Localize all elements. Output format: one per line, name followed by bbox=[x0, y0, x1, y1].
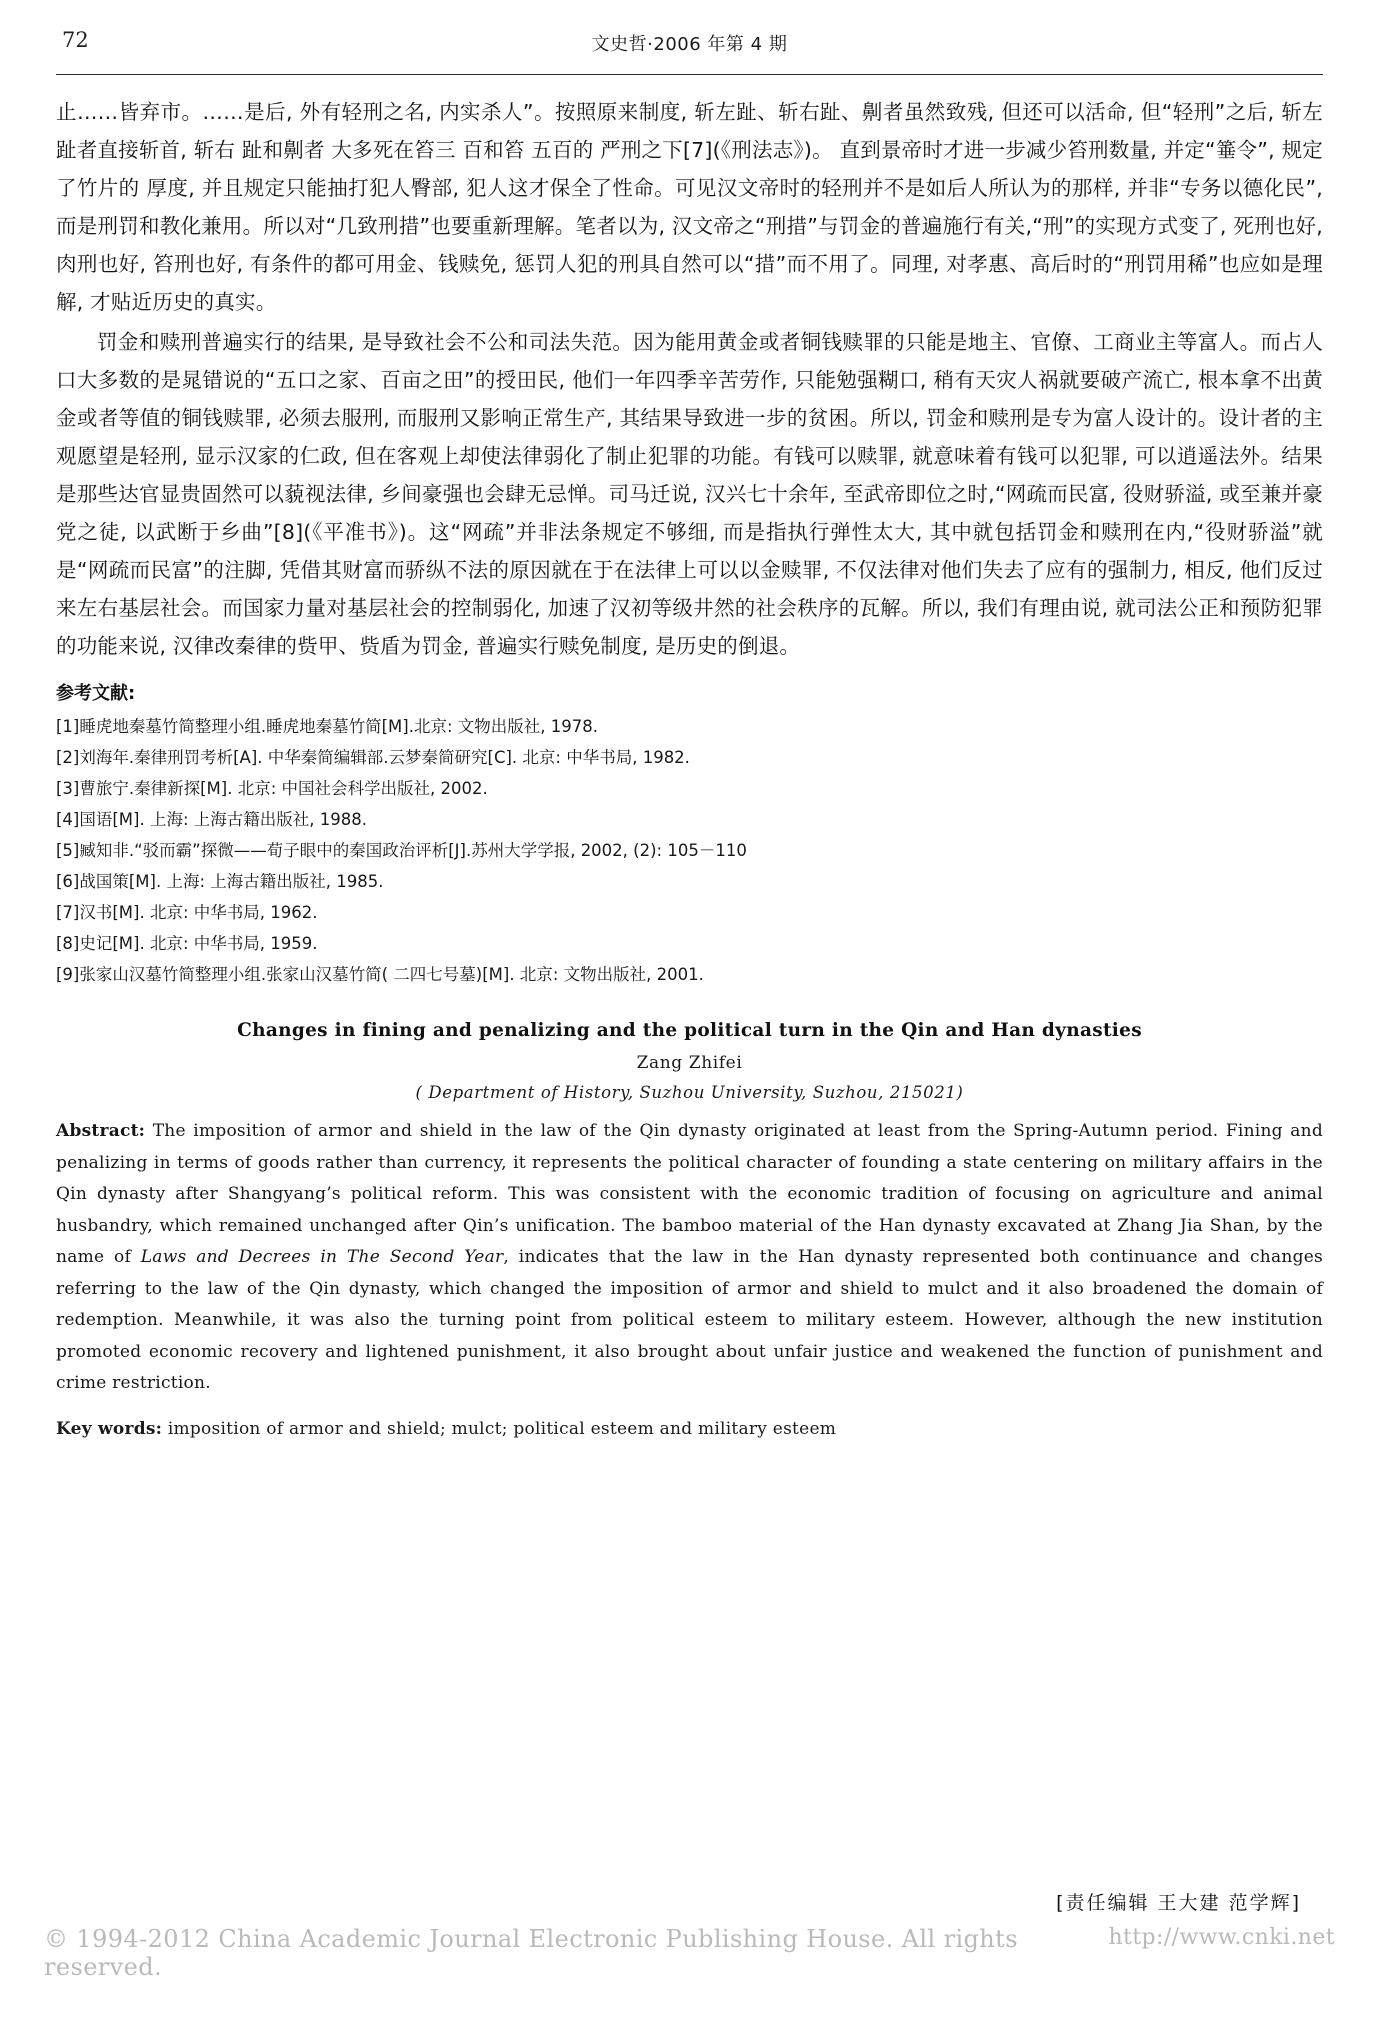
english-keywords bbox=[56, 1414, 1323, 1445]
english-author: Zang Zhifei bbox=[636, 1053, 743, 1073]
journal-running-head: 文史哲·2006 年第 4 期 bbox=[591, 34, 788, 55]
references-list bbox=[56, 711, 1323, 990]
abstract-italic-title: Laws and Decrees in The Second Year bbox=[140, 1247, 504, 1267]
reference-item: [8]史记[M]. 北京: 中华书局, 1959. bbox=[56, 934, 318, 953]
english-abstract-block bbox=[56, 1020, 1323, 1445]
references-heading: 参考文献: bbox=[56, 683, 136, 704]
responsible-editor-line: [责任编辑 王大建 范学辉] bbox=[1056, 1892, 1301, 1914]
page-header bbox=[56, 28, 1323, 68]
keywords-label: Key words: bbox=[56, 1418, 163, 1439]
body-paragraph-2: 罚金和赎刑普遍实行的结果, 是导致社会不公和司法失范。因为能用黄金或者铜钱赎罪的只能是地主、官僚、工商业主等富人。而占人口大多数的是晁错说的“五口之家、百亩之田”的授田民, 他们一年四季辛苦劳作, 只能勉强糊口, 稍有天灾人祸就要破产流亡, 根本拿不出黄金或者等值的铜钱赎罪, 必须去服刑, 而服刑又影响正常生产, 其结果导致进一步的贫困。所以, 罚金和赎刑是专为富人设计的。设计者的主观愿望是轻刑, 显示汉家的仁政, 但在客观上却使法律弱化了制止犯罪的功能。有钱可以赎罪, 就意味着有钱可以犯罪, 可以逍遥法外。结果是那些达官显贵固然可以藐视法律, 乡间豪强也会肆无忌惮。司马迁说, 汉兴七十余年, 至武帝即位之时,“网疏而民富, 役财骄溢, 或至兼并豪党之徒, 以武断于乡曲”[8](《平准书》)。这“网疏”并非法条规定不够细, 而是指执行弹性太大, 其中就包括罚金和赎刑在内,“役财骄溢”就是“网疏而民富”的注脚, 凭借其财富而骄纵不法的原因就在于在法律上可以以金赎罪, 不仅法律对他们失去了应有的强制力, 相反, 他们反过来左右基层社会。而国家力量对基层社会的控制弱化, 加速了汉初等级井然的社会秩序的瓦解。所以, 我们有理由说, 就司法公正和预防犯罪的功能来说, 汉律改秦律的赀甲、赀盾为罚金, 普遍实行赎免制度, 是历史的倒退。 bbox=[56, 330, 1323, 658]
reference-item: [3]曹旅宁.秦律新探[M]. 北京: 中国社会科学出版社, 2002. bbox=[56, 779, 488, 798]
chinese-body bbox=[56, 93, 1323, 665]
body-paragraph-1: 止……皆弃市。……是后, 外有轻刑之名, 内实杀人”。按照原来制度, 斩左趾、斩右趾、劓者虽然致残, 但还可以活命, 但“轻刑”之后, 斩左 趾者直接斩首, 斩右 趾和劓者 大多死在笞三 百和笞 五百的 严刑之下[7](《刑法志》)。 直到景帝时才进一步减少笞刑数量, 并定“箠令”, 规定了竹片的 厚度, 并且规定只能抽打犯人臀部, 犯人这才保全了性命。可见汉文帝时的轻刑并不是如后人所认为的那样, 并非“专务以德化民”, 而是刑罚和教化兼用。所以对“几致刑措”也要重新理解。笔者以为, 汉文帝之“刑措”与罚金的普遍施行有关,“刑”的实现方式变了, 死刑也好, 肉刑也好, 笞刑也好, 有条件的都可用金、钱赎免, 惩罚人犯的刑具自然可以“措”而不用了。同理, 对孝惠、高后时的“刑罚用稀”也应如是理解, 才贴近历史的真实。 bbox=[56, 100, 1323, 314]
english-abstract bbox=[56, 1116, 1323, 1400]
footer-watermark bbox=[0, 1925, 1379, 1981]
abstract-text-part-2: , indicates that the law in the Han dynasty represented both continuance and changes referring to the law of the Qin dynasty, which changed the imposition of armor and shield to mulct and it also broadened the domain of redemption. Meanwhile, it was also the turning point from political esteem to military esteem. However, although the new institution promoted economic recovery and lightened punishment, it also brought about unfair justice and weakened the function of punishment and crime restriction. bbox=[56, 1247, 1324, 1393]
reference-item: [4]国语[M]. 上海: 上海古籍出版社, 1988. bbox=[56, 810, 368, 829]
reference-item: [7]汉书[M]. 北京: 中华书局, 1962. bbox=[56, 903, 318, 922]
reference-item: [6]战国策[M]. 上海: 上海古籍出版社, 1985. bbox=[56, 872, 384, 891]
abstract-text-part-1: The imposition of armor and shield in the law of the Qin dynasty originated at least from the Spring-Autumn period. Fining and penalizing in terms of goods rather than currency, it represents the political character of founding a state centering on military affairs in the Qin dynasty after Shangyang’s political reform. This was consistent with the economic tradition of focusing on agriculture and animal husbandry, which remained unchanged after Qin’s unification. The bamboo material of the Han dynasty excavated at Zhang Jia Shan, by the name of bbox=[56, 1121, 1324, 1267]
header-rule bbox=[56, 74, 1323, 75]
reference-item: [5]臧知非.“驳而霸”探微——荀子眼中的秦国政治评析[J].苏州大学学报, 2002, (2): 105－110 bbox=[56, 841, 747, 860]
page-number: 72 bbox=[62, 28, 89, 52]
abstract-label: Abstract: bbox=[56, 1121, 146, 1141]
copyright-text: © 1994-2012 China Academic Journal Electronic Publishing House. All rights reserved. bbox=[44, 1925, 1018, 1981]
english-affiliation: ( Department of History, Suzhou University, Suzhou, 215021) bbox=[415, 1083, 964, 1102]
reference-item: [2]刘海年.秦律刑罚考析[A]. 中华秦简编辑部.云梦秦简研究[C]. 北京: 中华书局, 1982. bbox=[56, 748, 690, 767]
english-title: Changes in fining and penalizing and the political turn in the Qin and Han dynasties bbox=[237, 1020, 1142, 1041]
reference-item: [1]睡虎地秦墓竹简整理小组.睡虎地秦墓竹简[M].北京: 文物出版社, 1978. bbox=[56, 717, 599, 736]
keywords-value: imposition of armor and shield; mulct; political esteem and military esteem bbox=[167, 1418, 837, 1439]
cnki-url: http://www.cnki.net bbox=[1108, 1925, 1335, 1950]
reference-item: [9]张家山汉墓竹简整理小组.张家山汉墓竹简( 二四七号墓)[M]. 北京: 文物出版社, 2001. bbox=[56, 965, 704, 984]
